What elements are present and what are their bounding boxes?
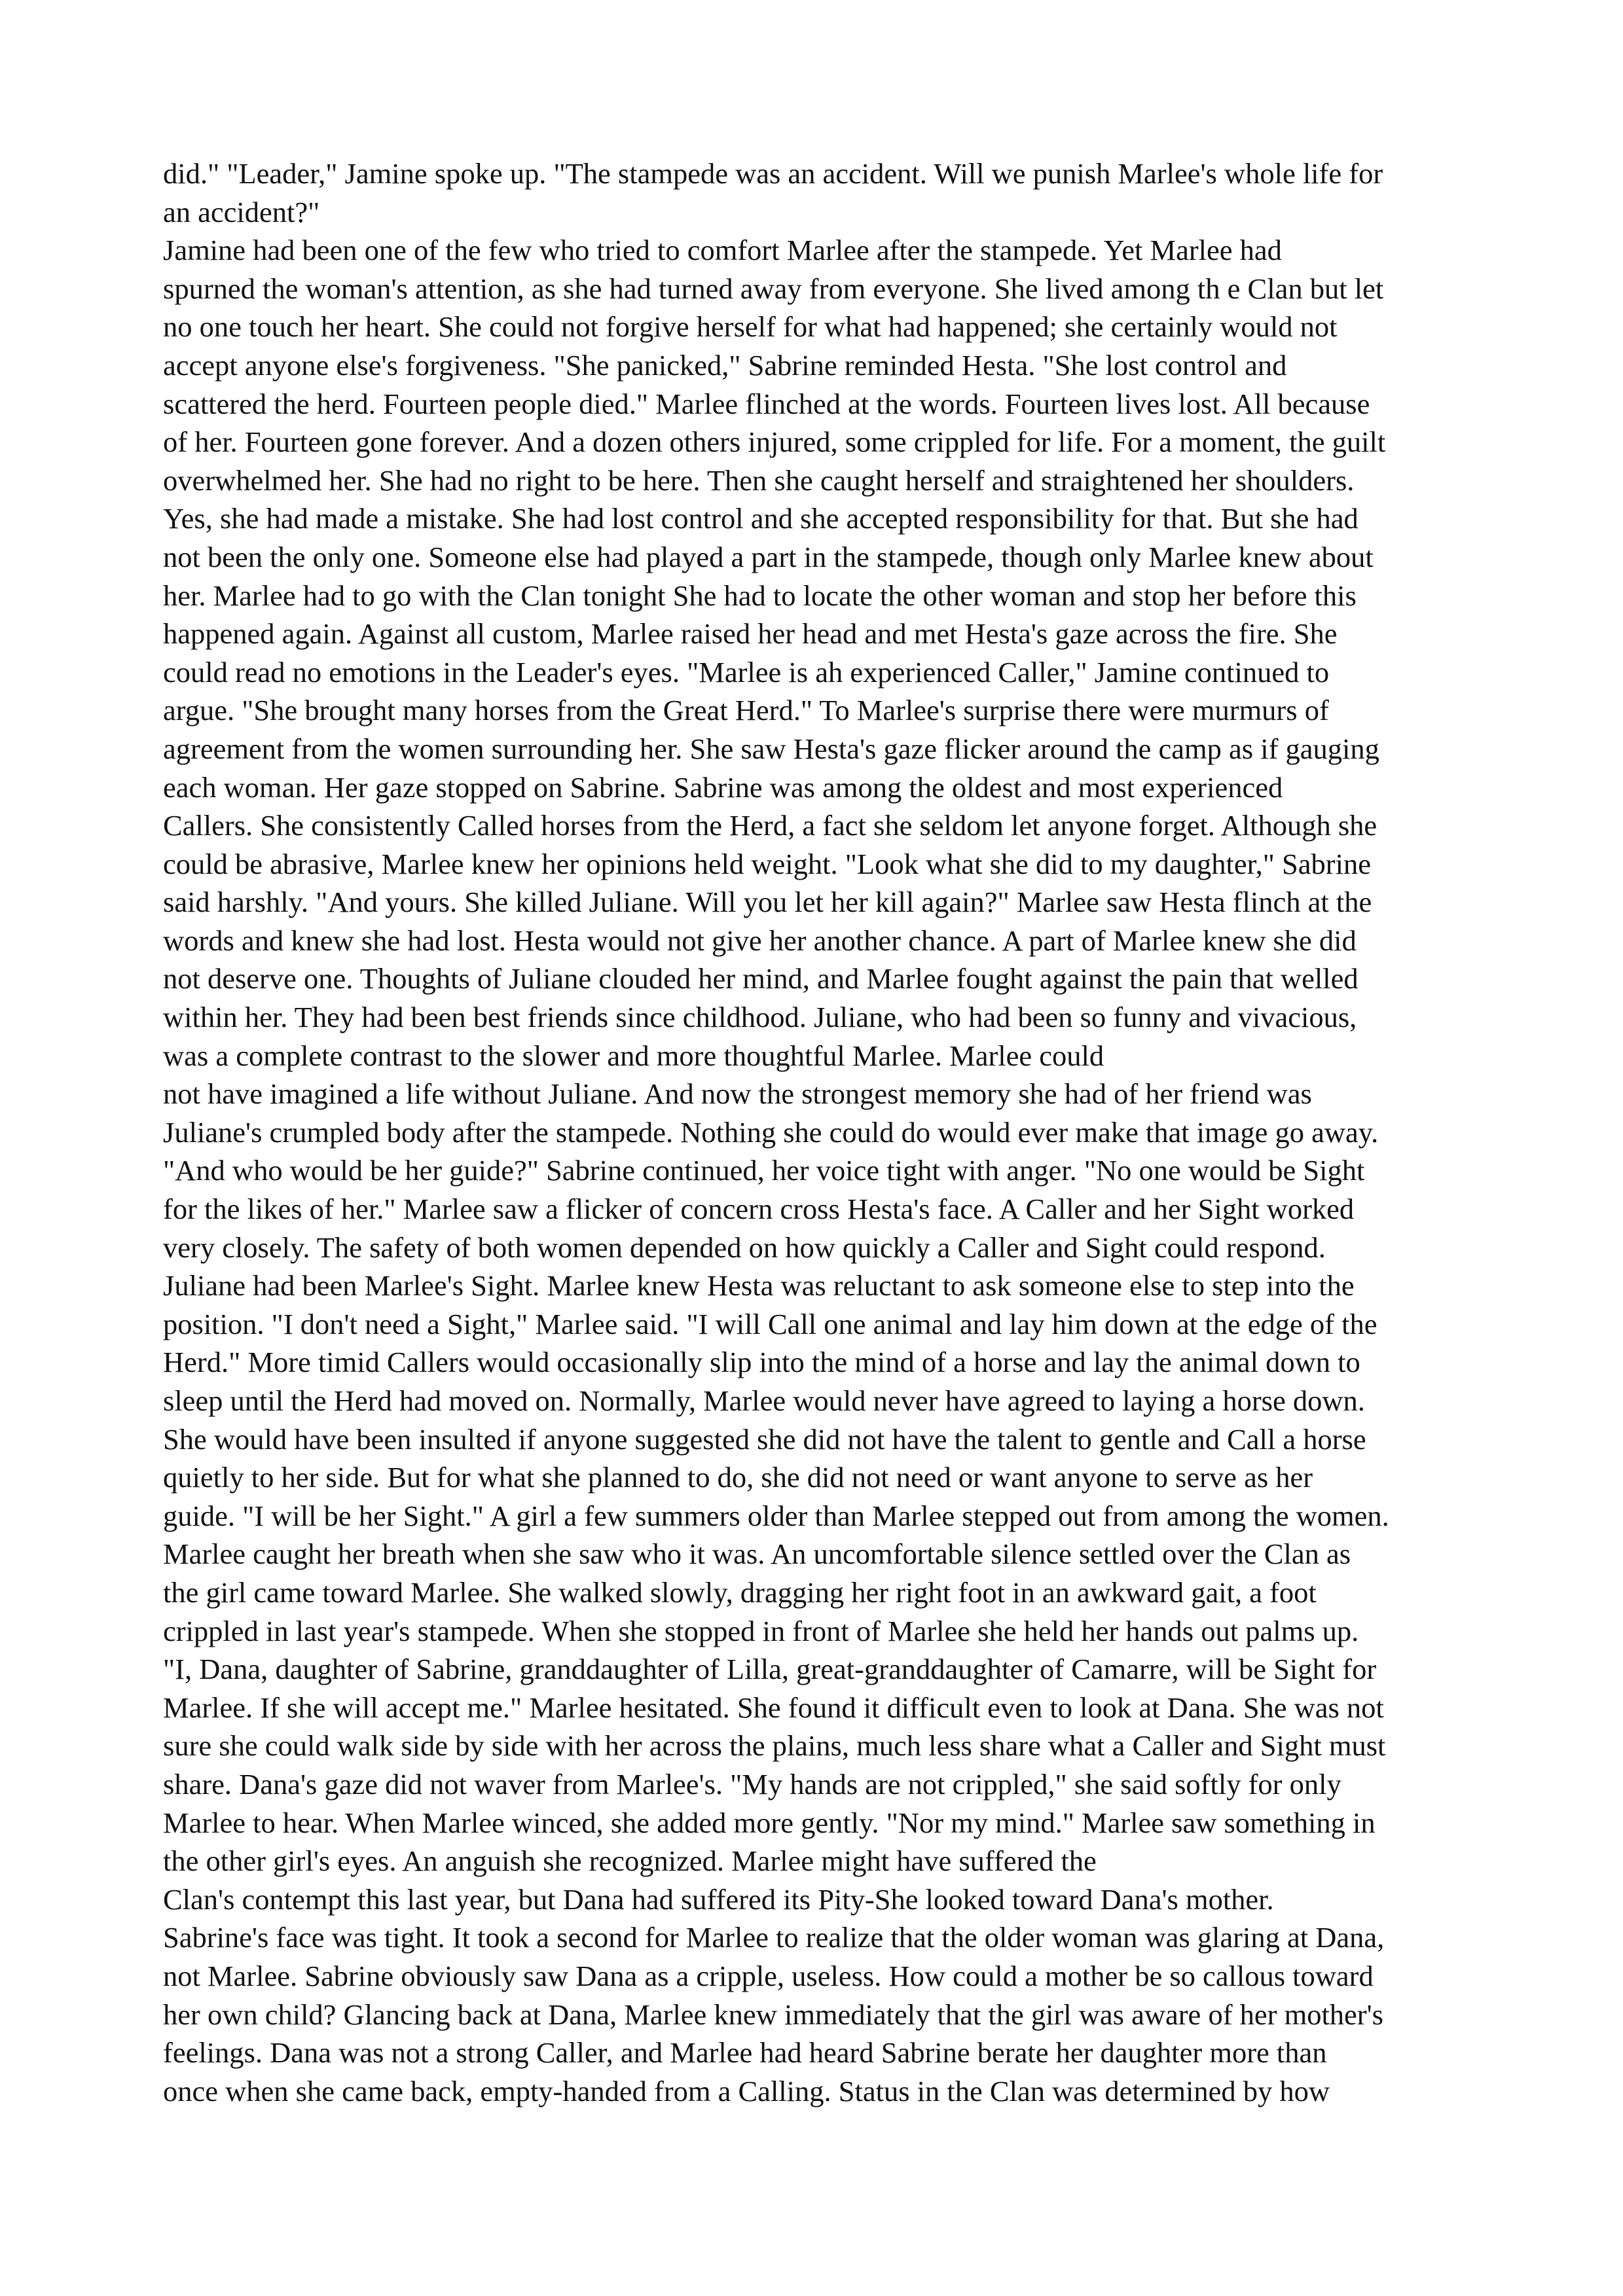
text-line: her own child? Glancing back at Dana, Marlee knew immediately that the girl was aware of her mother's <box>163 1998 1383 2031</box>
text-line: the other girl's eyes. An anguish she recognized. Marlee might have suffered the <box>163 1844 1097 1878</box>
text-line: could read no emotions in the Leader's eyes. "Marlee is ah experienced Caller," Jamine continued to <box>163 655 1330 689</box>
text-line: her. Marlee had to go with the Clan tonight She had to locate the other woman and stop her before this <box>163 579 1357 612</box>
text-line: Juliane had been Marlee's Sight. Marlee knew Hesta was reluctant to ask someone else to step into the <box>163 1269 1355 1302</box>
text-line: not Marlee. Sabrine obviously saw Dana as a cripple, useless. How could a mother be so callous toward <box>163 1959 1374 1992</box>
text-line: scattered the herd. Fourteen people died." Marlee flinched at the words. Fourteen lives lost. All because <box>163 387 1370 420</box>
text-line: argue. "She brought many horses from the Great Herd." To Marlee's surprise there were murmurs of <box>163 694 1329 727</box>
body-text <box>163 154 1479 2110</box>
text-line: Marlee to hear. When Marlee winced, she added more gently. "Nor my mind." Marlee saw something in <box>163 1806 1376 1839</box>
text-line: Yes, she had made a mistake. She had lost control and she accepted responsibility for that. But she had <box>163 502 1359 535</box>
text-line: Sabrine's face was tight. It took a second for Marlee to realize that the older woman was glaring at Dana, <box>163 1921 1385 1954</box>
text-line: quietly to her side. But for what she planned to do, she did not need or want anyone to serve as her <box>163 1461 1313 1494</box>
text-line: sleep until the Herd had moved on. Normally, Marlee would never have agreed to laying a horse down. <box>163 1384 1365 1417</box>
text-line: not been the only one. Someone else had played a part in the stampede, though only Marlee knew about <box>163 540 1374 573</box>
text-line: share. Dana's gaze did not waver from Marlee's. "My hands are not crippled," she said softly for only <box>163 1767 1341 1801</box>
text-line: She would have been insulted if anyone suggested she did not have the talent to gentle and Call a horse <box>163 1422 1366 1456</box>
text-line: within her. They had been best friends since childhood. Juliane, who had been so funny and vivacious, <box>163 1001 1357 1034</box>
text-line: Marlee caught her breath when she saw who it was. An uncomfortable silence settled over the Clan as <box>163 1537 1351 1571</box>
text-line: no one touch her heart. She could not forgive herself for what had happened; she certainly would not <box>163 310 1338 344</box>
text-line: for the likes of her." Marlee saw a flicker of concern cross Hesta's face. A Caller and her Sight worked <box>163 1193 1355 1226</box>
text-line: said harshly. "And yours. She killed Juliane. Will you let her kill again?" Marlee saw Hesta flinch at the <box>163 886 1372 919</box>
text-line: could be abrasive, Marlee knew her opinions held weight. "Look what she did to my daughter," Sabrine <box>163 847 1371 880</box>
text-line: the girl came toward Marlee. She walked slowly, dragging her right foot in an awkward gait, a foot <box>163 1575 1317 1609</box>
text-line: Jamine had been one of the few who tried to comfort Marlee after the stampede. Yet Marlee had <box>163 234 1282 267</box>
text-line: agreement from the women surrounding her. She saw Hesta's gaze flicker around the camp as if gauging <box>163 732 1379 765</box>
text-line: Herd." More timid Callers would occasionally slip into the mind of a horse and lay the animal down to <box>163 1346 1360 1379</box>
text-line: "And who would be her guide?" Sabrine continued, her voice tight with anger. "No one would be Sight <box>163 1154 1365 1187</box>
text-line: happened again. Against all custom, Marlee raised her head and met Hesta's gaze across the fire. She <box>163 617 1338 651</box>
text-line: of her. Fourteen gone forever. And a dozen others injured, some crippled for life. For a moment, the guilt <box>163 425 1386 459</box>
text-line: not have imagined a life without Juliane. And now the strongest memory she had of her friend was <box>163 1077 1312 1111</box>
text-line: once when she came back, empty-handed from a Calling. Status in the Clan was determined by how <box>163 2074 1330 2108</box>
text-line: an accident?" <box>163 195 320 228</box>
text-line: sure she could walk side by side with her across the plains, much less share what a Caller and Sight must <box>163 1729 1386 1763</box>
text-line: was a complete contrast to the slower and more thoughtful Marlee. Marlee could <box>163 1039 1104 1072</box>
text-line: feelings. Dana was not a strong Caller, and Marlee had heard Sabrine berate her daughter more than <box>163 2036 1327 2070</box>
text-line: Juliane's crumpled body after the stampede. Nothing she could do would ever make that image go away. <box>163 1115 1379 1149</box>
text-line: Callers. She consistently Called horses from the Herd, a fact she seldom let anyone forget. Although she <box>163 809 1377 842</box>
text-line: very closely. The safety of both women depended on how quickly a Caller and Sight could respond. <box>163 1230 1326 1264</box>
text-line: words and knew she had lost. Hesta would not give her another chance. A part of Marlee knew she did <box>163 924 1357 957</box>
text-line: spurned the woman's attention, as she had turned away from everyone. She lived among th e Clan but let <box>163 272 1384 305</box>
text-line: guide. "I will be her Sight." A girl a few summers older than Marlee stepped out from among the women. <box>163 1499 1389 1532</box>
text-line: each woman. Her gaze stopped on Sabrine. Sabrine was among the oldest and most experienced <box>163 770 1283 804</box>
text-line: Clan's contempt this last year, but Dana had suffered its Pity-She looked toward Dana's mother. <box>163 1882 1274 1916</box>
text-line: crippled in last year's stampede. When she stopped in front of Marlee she held her hands out palms up. <box>163 1614 1359 1647</box>
text-line: overwhelmed her. She had no right to be here. Then she caught herself and straightened her shoulders. <box>163 463 1355 497</box>
text-line: Marlee. If she will accept me." Marlee hesitated. She found it difficult even to look at Dana. She was not <box>163 1691 1384 1724</box>
text-line: not deserve one. Thoughts of Juliane clouded her mind, and Marlee fought against the pain that welled <box>163 962 1359 996</box>
text-line: position. "I don't need a Sight," Marlee said. "I will Call one animal and lay him down at the edge of the <box>163 1307 1377 1340</box>
text-line: accept anyone else's forgiveness. "She panicked," Sabrine reminded Hesta. "She lost control and <box>163 348 1287 382</box>
text-line: did." "Leader," Jamine spoke up. "The stampede was an accident. Will we punish Marlee's whole life for <box>163 157 1383 190</box>
text-line: "I, Dana, daughter of Sabrine, granddaughter of Lilla, great-granddaughter of Camarre, will be Sight for <box>163 1653 1377 1686</box>
